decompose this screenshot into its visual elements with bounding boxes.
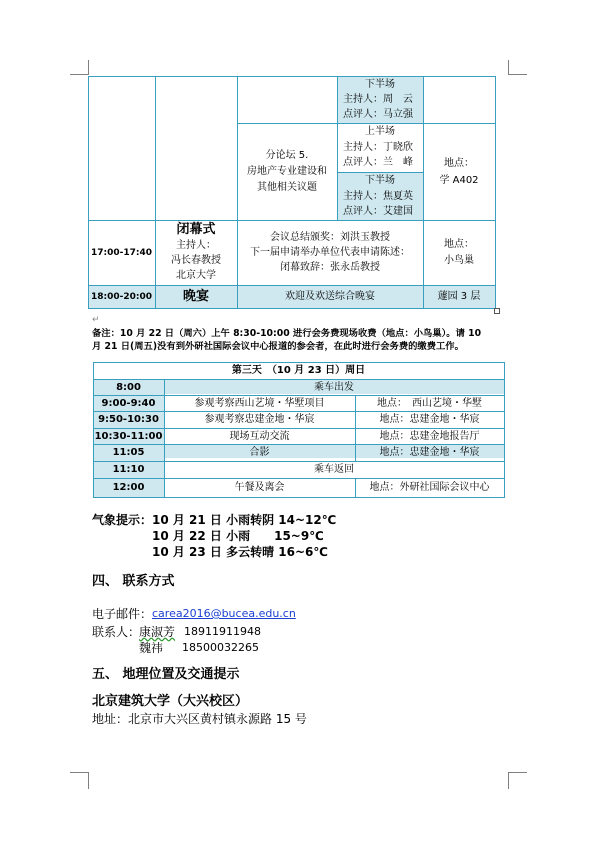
day3-time-7: 12:00: [112, 482, 145, 493]
forum-line-1: 分论坛 5.: [265, 150, 309, 161]
closing-item-1: 会议总结颁奖：刘洪玉教授: [270, 232, 390, 243]
crop-mark-bottom-left: [70, 772, 89, 789]
day3-activity-5: 合影: [249, 447, 270, 458]
day3-activity-6: 乘车返回: [314, 464, 354, 475]
dinner-title: 晚宴: [182, 289, 209, 304]
contact-person-1-phone: 18911911948: [184, 625, 261, 638]
reviewer-a: 点评人：马立强: [343, 109, 413, 120]
weather-day2: 10 月 22 日 小雨 15~9℃: [152, 529, 324, 543]
forum-location-label: 地点：: [444, 158, 474, 169]
day3-time-2: 9:00-9:40: [101, 398, 156, 409]
day3-location-4: 地点：忠建金地报告厅: [379, 431, 480, 442]
forum-line-2: 房地产专业建设和: [247, 166, 327, 177]
upper-half-title: 上半场: [365, 126, 395, 137]
day3-time-4: 10:30-11:00: [94, 431, 163, 442]
day3-header: 第三天 （10 月 23 日）周日: [231, 365, 366, 376]
fee-note-line-2: 月 21 日(周五)没有到外研社国际会议中心报道的参会者，在此时进行会务费的缴费工作。: [92, 341, 464, 352]
weather-day3: 10 月 23 日 多云转晴 16~6℃: [152, 545, 328, 559]
forum-location-value: 学 A402: [439, 175, 479, 186]
closing-host-label: 主持人：: [176, 240, 216, 251]
closing-time: 17:00-17:40: [90, 248, 153, 258]
campus-address: 地址：北京市大兴区黄村镇永源路 15 号: [92, 712, 307, 726]
upper-reviewer: 点评人：兰 峰: [343, 157, 413, 168]
day3-time-6: 11:10: [112, 464, 145, 475]
lower-half-title-a: 下半场: [365, 79, 395, 90]
upper-host: 主持人：丁晓欣: [343, 142, 413, 153]
host-a: 主持人：周 云: [343, 94, 413, 105]
closing-host-name: 冯长春教授: [171, 255, 221, 266]
day3-time-3: 9:50-10:30: [98, 414, 159, 425]
weather-day1: 10 月 21 日 小雨转阴 14~12℃: [152, 513, 337, 527]
contact-person-2-name: 魏祎: [139, 641, 164, 655]
contact-person-label: 联系人：: [92, 625, 141, 639]
crop-mark-top-right: [508, 60, 527, 75]
location-heading: 五、 地理位置及交通提示: [92, 667, 240, 682]
day3-location-3: 地点：忠建金地・华宸: [379, 414, 480, 425]
fee-note-line-1: 备注：10 月 22 日（周六）上午 8:30-10:00 进行会务费现场收费（地点：小鸟巢）。请 10: [92, 328, 482, 339]
day3-time-5: 11:05: [112, 447, 145, 458]
dinner-content: 欢迎及欢送综合晚宴: [285, 291, 375, 302]
closing-title: 闭幕式: [176, 222, 216, 237]
contact-person-2-phone: 18500032265: [182, 641, 259, 654]
lower-host: 主持人：焦夏英: [343, 191, 413, 202]
crop-mark-bottom-right: [508, 772, 527, 789]
day3-activity-4: 现场互动交流: [229, 431, 290, 442]
contact-person-1-name: 康淑芳: [139, 625, 176, 639]
contact-heading: 四、 联系方式: [92, 574, 175, 589]
day3-activity-3: 参观考察忠建金地・华宸: [204, 414, 315, 425]
weather-label: 气象提示：: [92, 513, 153, 527]
day3-activity-1: 乘车出发: [314, 382, 354, 393]
forum-line-3: 其他相关议题: [257, 182, 317, 193]
paragraph-mark: ↵: [92, 315, 100, 325]
closing-host-org: 北京大学: [176, 270, 216, 281]
day3-location-5: 地点：忠建金地・华宸: [379, 447, 480, 458]
dinner-time: 18:00-20:00: [90, 292, 153, 302]
day3-time-1: 8:00: [116, 382, 141, 393]
closing-item-3: 闭幕致辞：张永岳教授: [280, 262, 380, 273]
email-label: 电子邮件：: [92, 607, 153, 621]
dinner-location: 蘧园 3 层: [437, 291, 481, 302]
campus-name: 北京建筑大学（大兴校区）: [92, 694, 249, 709]
lower-half-title-b: 下半场: [365, 175, 395, 186]
day3-location-2: 地点： 西山艺境・华墅: [377, 398, 482, 409]
closing-item-2: 下一届申请举办单位代表申请陈述：: [250, 247, 410, 258]
closing-location-label: 地点：: [444, 239, 474, 250]
crop-mark-top-left: [70, 60, 89, 75]
closing-location-value: 小鸟巢: [444, 255, 474, 266]
day3-activity-7: 午餐及离会: [234, 482, 285, 493]
day3-location-7: 地点：外研社国际会议中心: [369, 482, 490, 493]
day3-activity-2: 参观考察西山艺境・华墅项目: [194, 398, 325, 409]
lower-reviewer: 点评人：艾建国: [343, 206, 413, 217]
email-link[interactable]: carea2016@bucea.edu.cn: [152, 607, 296, 620]
